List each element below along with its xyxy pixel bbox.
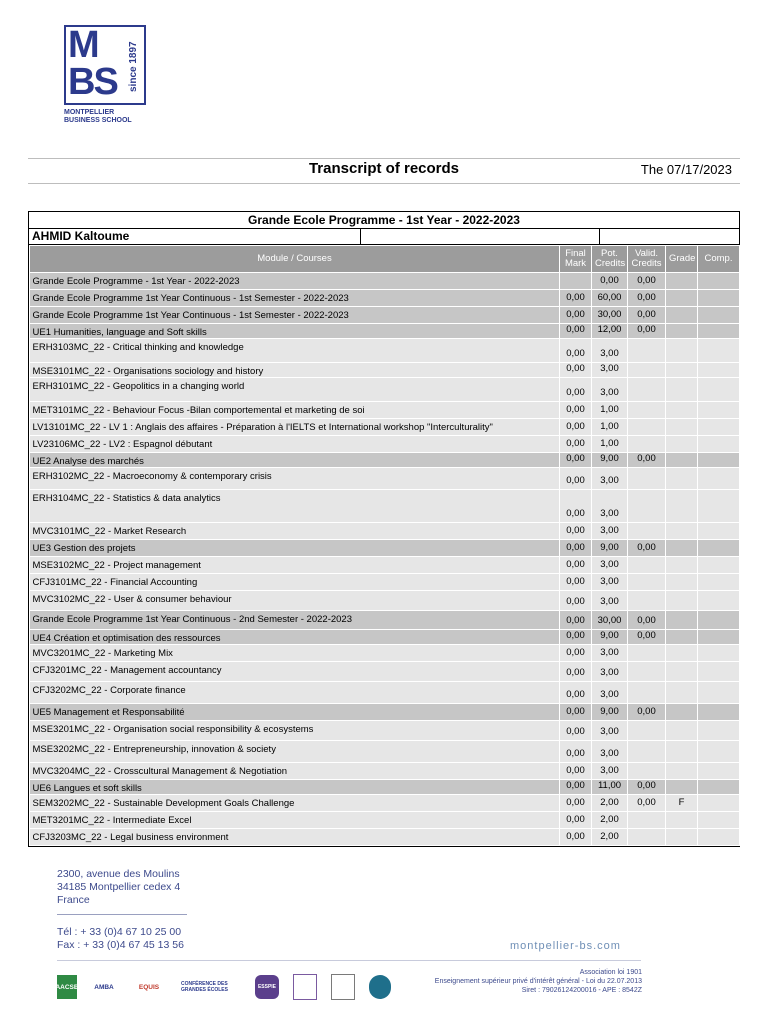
cell-valid-credits — [628, 812, 666, 829]
cell-module: MVC3102MC_22 - User & consumer behaviour — [30, 591, 560, 611]
header-bottom-rule — [28, 183, 740, 184]
cell-valid-credits — [628, 363, 666, 378]
cell-comp — [698, 741, 740, 763]
cell-comp — [698, 402, 740, 419]
cell-comp — [698, 574, 740, 591]
col-header-final-mark-l1: Final — [565, 248, 586, 259]
cell-pot-credits: 9,00 — [592, 540, 628, 557]
cell-final-mark: 0,00 — [560, 574, 592, 591]
cell-comp — [698, 645, 740, 662]
cell-pot-credits: 3,00 — [592, 721, 628, 741]
cell-comp — [698, 540, 740, 557]
cell-grade — [666, 574, 698, 591]
accreditation-logo-8 — [369, 975, 391, 999]
cell-final-mark: 0,00 — [560, 453, 592, 468]
col-header-valid-credits — [628, 246, 666, 273]
cell-final-mark — [560, 273, 592, 290]
cell-grade — [666, 273, 698, 290]
cell-pot-credits: 30,00 — [592, 611, 628, 630]
legal-line-2: Enseignement supérieur privé d'intérêt général - Loi du 22.07.2013 — [434, 978, 642, 985]
col-header-grade: Grade — [666, 246, 698, 273]
cell-comp — [698, 490, 740, 523]
cell-final-mark: 0,00 — [560, 591, 592, 611]
cell-final-mark: 0,00 — [560, 812, 592, 829]
col-header-valid-credits-l1: Valid. — [634, 248, 659, 259]
cell-final-mark: 0,00 — [560, 795, 592, 812]
cell-final-mark: 0,00 — [560, 780, 592, 795]
col-header-comp: Comp. — [698, 246, 740, 273]
cell-pot-credits: 1,00 — [592, 436, 628, 453]
cell-valid-credits: 0,00 — [628, 273, 666, 290]
cell-grade — [666, 378, 698, 402]
cell-module: MSE3201MC_22 - Organisation social responsibility & ecosystems — [30, 721, 560, 741]
cell-final-mark: 0,00 — [560, 662, 592, 682]
cell-module: MET3101MC_22 - Behaviour Focus -Bilan comportemental et marketing de soi — [30, 402, 560, 419]
document-title: Transcript of records — [308, 160, 460, 177]
logo-name-line2: BUSINESS SCHOOL — [64, 117, 132, 124]
accreditation-logos — [57, 972, 391, 1002]
cell-grade — [666, 307, 698, 324]
cell-grade — [666, 662, 698, 682]
cell-comp — [698, 324, 740, 339]
cell-comp — [698, 591, 740, 611]
cell-final-mark: 0,00 — [560, 402, 592, 419]
cell-valid-credits — [628, 419, 666, 436]
table-row-group — [30, 630, 740, 645]
cell-comp — [698, 682, 740, 704]
table-row-course — [30, 795, 740, 812]
equis-logo: EQUIS — [138, 983, 160, 991]
accreditation-logo-7 — [331, 974, 355, 1000]
cell-grade — [666, 363, 698, 378]
logo-name-line1: MONTPELLIER — [64, 109, 115, 116]
cell-grade — [666, 704, 698, 721]
document-date: The 07/17/2023 — [640, 162, 732, 177]
cell-module: CFJ3201MC_22 - Management accountancy — [30, 662, 560, 682]
cell-final-mark: 0,00 — [560, 557, 592, 574]
cell-module: Grande Ecole Programme 1st Year Continuous - 1st Semester - 2022-2023 — [30, 290, 560, 307]
table-row-group — [30, 704, 740, 721]
address-line-1: 2300, avenue des Moulins — [57, 868, 180, 880]
cell-valid-credits: 0,00 — [628, 611, 666, 630]
cell-pot-credits: 30,00 — [592, 307, 628, 324]
cell-valid-credits — [628, 829, 666, 846]
table-row-group — [30, 780, 740, 795]
cell-module: UE4 Création et optimisation des ressources — [30, 630, 560, 645]
cell-grade — [666, 721, 698, 741]
cell-final-mark: 0,00 — [560, 611, 592, 630]
cell-comp — [698, 453, 740, 468]
cell-pot-credits: 0,00 — [592, 273, 628, 290]
cell-pot-credits: 3,00 — [592, 591, 628, 611]
cell-comp — [698, 290, 740, 307]
cell-grade — [666, 540, 698, 557]
cell-valid-credits: 0,00 — [628, 795, 666, 812]
cell-valid-credits — [628, 591, 666, 611]
cell-valid-credits: 0,00 — [628, 453, 666, 468]
fax: Fax : + 33 (0)4 67 45 13 56 — [57, 939, 184, 951]
cell-grade — [666, 490, 698, 523]
cell-valid-credits: 0,00 — [628, 290, 666, 307]
cell-pot-credits: 9,00 — [592, 630, 628, 645]
cell-final-mark: 0,00 — [560, 339, 592, 363]
footer-divider — [57, 960, 641, 961]
table-row-course — [30, 490, 740, 523]
cell-comp — [698, 363, 740, 378]
amba-logo: AMBA — [94, 983, 114, 991]
table-row-group — [30, 324, 740, 339]
table-row-group — [30, 273, 740, 290]
cell-final-mark: 0,00 — [560, 363, 592, 378]
cell-final-mark: 0,00 — [560, 704, 592, 721]
col-header-final-mark — [560, 246, 592, 273]
cell-module: ERH3101MC_22 - Geopolitics in a changing world — [30, 378, 560, 402]
cell-valid-credits — [628, 436, 666, 453]
cell-pot-credits: 3,00 — [592, 662, 628, 682]
telephone: Tél : + 33 (0)4 67 10 25 00 — [57, 926, 182, 938]
cell-comp — [698, 419, 740, 436]
table-row-course — [30, 591, 740, 611]
grades-table — [29, 245, 740, 846]
cell-grade — [666, 339, 698, 363]
table-header-row — [30, 246, 740, 273]
table-row-group — [30, 453, 740, 468]
cell-valid-credits: 0,00 — [628, 540, 666, 557]
table-row-course — [30, 468, 740, 490]
table-row-course — [30, 436, 740, 453]
table-row-course — [30, 662, 740, 682]
table-row-course — [30, 829, 740, 846]
cell-comp — [698, 378, 740, 402]
table-row-group — [30, 290, 740, 307]
cell-final-mark: 0,00 — [560, 645, 592, 662]
cell-grade — [666, 324, 698, 339]
aacsb-logo: AACSB — [57, 975, 77, 999]
cell-pot-credits: 3,00 — [592, 468, 628, 490]
cell-grade — [666, 468, 698, 490]
school-address — [57, 868, 180, 907]
cell-valid-credits — [628, 721, 666, 741]
table-row-course — [30, 574, 740, 591]
cell-grade — [666, 611, 698, 630]
cell-comp — [698, 339, 740, 363]
header-top-rule — [28, 158, 740, 159]
cell-pot-credits: 3,00 — [592, 682, 628, 704]
cell-comp — [698, 829, 740, 846]
cell-module: CFJ3202MC_22 - Corporate finance — [30, 682, 560, 704]
cell-pot-credits: 2,00 — [592, 795, 628, 812]
cell-valid-credits — [628, 490, 666, 523]
website-link[interactable]: montpellier-bs.com — [510, 940, 621, 952]
cell-module: ERH3103MC_22 - Critical thinking and knowledge — [30, 339, 560, 363]
cell-final-mark: 0,00 — [560, 741, 592, 763]
legal-notice — [435, 968, 642, 995]
cell-final-mark: 0,00 — [560, 721, 592, 741]
cell-grade — [666, 780, 698, 795]
cell-final-mark: 0,00 — [560, 829, 592, 846]
table-row-course — [30, 402, 740, 419]
table-row-course — [30, 721, 740, 741]
cell-valid-credits: 0,00 — [628, 704, 666, 721]
logo-since: since 1897 — [128, 41, 139, 93]
cell-grade — [666, 453, 698, 468]
address-divider — [57, 914, 187, 915]
table-row-course — [30, 763, 740, 780]
cell-pot-credits: 1,00 — [592, 419, 628, 436]
cell-pot-credits: 3,00 — [592, 741, 628, 763]
cell-comp — [698, 307, 740, 324]
cell-module: UE3 Gestion des projets — [30, 540, 560, 557]
page-footer — [0, 860, 768, 1024]
table-row-course — [30, 682, 740, 704]
cell-valid-credits — [628, 339, 666, 363]
cell-grade — [666, 402, 698, 419]
cell-final-mark: 0,00 — [560, 419, 592, 436]
cell-grade — [666, 682, 698, 704]
cell-final-mark: 0,00 — [560, 682, 592, 704]
cell-comp — [698, 436, 740, 453]
cell-final-mark: 0,00 — [560, 290, 592, 307]
cell-final-mark: 0,00 — [560, 630, 592, 645]
cell-module: Grande Ecole Programme 1st Year Continuous - 1st Semester - 2022-2023 — [30, 307, 560, 324]
address-line-2: 34185 Montpellier cedex 4 — [57, 881, 181, 893]
cell-pot-credits: 3,00 — [592, 557, 628, 574]
legal-line-1: Association loi 1901 — [579, 969, 642, 976]
cell-module: UE5 Management et Responsabilité — [30, 704, 560, 721]
contact-phones — [57, 926, 184, 952]
cell-module: MET3201MC_22 - Intermediate Excel — [30, 812, 560, 829]
col-header-valid-credits-l2: Credits — [631, 258, 662, 269]
cell-valid-credits — [628, 763, 666, 780]
cell-valid-credits: 0,00 — [628, 630, 666, 645]
cell-pot-credits: 12,00 — [592, 324, 628, 339]
cell-module: MVC3204MC_22 - Crosscultural Management & Negotiation — [30, 763, 560, 780]
cell-module: MVC3101MC_22 - Market Research — [30, 523, 560, 540]
col-header-final-mark-l2: Mark — [564, 258, 587, 269]
cell-grade — [666, 630, 698, 645]
cell-grade — [666, 419, 698, 436]
cell-module: MSE3202MC_22 - Entrepreneurship, innovation & society — [30, 741, 560, 763]
cell-final-mark: 0,00 — [560, 378, 592, 402]
table-row-course — [30, 741, 740, 763]
table-row-course — [30, 557, 740, 574]
cell-pot-credits: 3,00 — [592, 363, 628, 378]
cell-valid-credits — [628, 402, 666, 419]
logo-school-name — [64, 109, 150, 125]
cell-pot-credits: 3,00 — [592, 523, 628, 540]
student-row-blank — [361, 229, 600, 244]
table-row-group — [30, 611, 740, 630]
cell-final-mark: 0,00 — [560, 436, 592, 453]
cell-pot-credits: 2,00 — [592, 829, 628, 846]
cell-valid-credits — [628, 741, 666, 763]
cell-pot-credits: 3,00 — [592, 574, 628, 591]
cell-valid-credits — [628, 468, 666, 490]
cell-grade — [666, 812, 698, 829]
cell-module: MVC3201MC_22 - Marketing Mix — [30, 645, 560, 662]
cell-module: LV23106MC_22 - LV2 : Espagnol débutant — [30, 436, 560, 453]
cell-grade — [666, 741, 698, 763]
col-header-module: Module / Courses — [30, 246, 560, 273]
cell-pot-credits: 3,00 — [592, 378, 628, 402]
student-name: AHMID Kaltoume — [29, 229, 361, 244]
cell-comp — [698, 611, 740, 630]
cell-pot-credits: 60,00 — [592, 290, 628, 307]
cell-grade — [666, 829, 698, 846]
cell-module: SEM3202MC_22 - Sustainable Development Goals Challenge — [30, 795, 560, 812]
cell-comp — [698, 780, 740, 795]
address-line-3: France — [57, 894, 90, 906]
cell-module: CFJ3203MC_22 - Legal business environment — [30, 829, 560, 846]
cell-valid-credits — [628, 574, 666, 591]
table-row-course — [30, 339, 740, 363]
cell-grade — [666, 591, 698, 611]
cell-comp — [698, 795, 740, 812]
cell-pot-credits: 3,00 — [592, 763, 628, 780]
cell-grade — [666, 645, 698, 662]
table-row-course — [30, 419, 740, 436]
cell-grade — [666, 763, 698, 780]
cell-final-mark: 0,00 — [560, 523, 592, 540]
col-header-pot-credits-l1: Pot. — [601, 248, 618, 259]
cell-module: MSE3102MC_22 - Project management — [30, 557, 560, 574]
programme-title: Grande Ecole Programme - 1st Year - 2022-2023 — [29, 212, 739, 229]
cell-pot-credits: 3,00 — [592, 339, 628, 363]
table-row-course — [30, 812, 740, 829]
cell-module: UE2 Analyse des marchés — [30, 453, 560, 468]
table-row-course — [30, 523, 740, 540]
cell-comp — [698, 662, 740, 682]
cell-module: CFJ3101MC_22 - Financial Accounting — [30, 574, 560, 591]
cell-module: UE6 Langues et soft skills — [30, 780, 560, 795]
cell-pot-credits: 3,00 — [592, 645, 628, 662]
cell-pot-credits: 9,00 — [592, 704, 628, 721]
cell-valid-credits — [628, 378, 666, 402]
cell-pot-credits: 2,00 — [592, 812, 628, 829]
accreditation-logo-6 — [293, 974, 317, 1000]
cell-comp — [698, 468, 740, 490]
logo-letters-bottom: BS — [68, 61, 117, 103]
cell-grade — [666, 290, 698, 307]
cell-comp — [698, 523, 740, 540]
cell-module: Grande Ecole Programme 1st Year Continuous - 2nd Semester - 2022-2023 — [30, 611, 560, 630]
cell-comp — [698, 273, 740, 290]
table-row-course — [30, 645, 740, 662]
cell-module: Grande Ecole Programme - 1st Year - 2022-2023 — [30, 273, 560, 290]
cell-valid-credits — [628, 682, 666, 704]
cell-valid-credits — [628, 523, 666, 540]
col-header-pot-credits — [592, 246, 628, 273]
cell-module: MSE3101MC_22 - Organisations sociology and history — [30, 363, 560, 378]
student-row — [29, 229, 739, 245]
cell-final-mark: 0,00 — [560, 324, 592, 339]
cell-valid-credits — [628, 662, 666, 682]
cge-logo: CONFÉRENCE DES GRANDES ÉCOLES — [181, 981, 228, 993]
logo-letters-top: M — [68, 24, 98, 66]
cell-valid-credits — [628, 645, 666, 662]
cell-final-mark: 0,00 — [560, 763, 592, 780]
table-row-course — [30, 363, 740, 378]
cell-final-mark: 0,00 — [560, 307, 592, 324]
cell-valid-credits: 0,00 — [628, 307, 666, 324]
cell-module: LV13101MC_22 - LV 1 : Anglais des affaires - Préparation à l'IELTS et International workshop "Interculturality" — [30, 419, 560, 436]
cell-grade: F — [666, 795, 698, 812]
cell-valid-credits: 0,00 — [628, 324, 666, 339]
esspie-logo: ESSPIE — [255, 975, 279, 999]
table-row-group — [30, 540, 740, 557]
logo-letters — [68, 24, 126, 103]
col-header-pot-credits-l2: Credits — [595, 258, 626, 269]
school-logo — [64, 24, 148, 124]
cell-pot-credits: 9,00 — [592, 453, 628, 468]
cell-comp — [698, 557, 740, 574]
cell-comp — [698, 630, 740, 645]
cell-valid-credits: 0,00 — [628, 780, 666, 795]
cell-grade — [666, 523, 698, 540]
cell-comp — [698, 704, 740, 721]
cell-pot-credits: 11,00 — [592, 780, 628, 795]
grades-table-body — [30, 273, 740, 846]
cell-module: UE1 Humanities, language and Soft skills — [30, 324, 560, 339]
cell-comp — [698, 763, 740, 780]
transcript-table-container — [28, 211, 740, 847]
cell-pot-credits: 3,00 — [592, 490, 628, 523]
cell-grade — [666, 557, 698, 574]
table-row-course — [30, 378, 740, 402]
cell-valid-credits — [628, 557, 666, 574]
cell-comp — [698, 812, 740, 829]
cell-grade — [666, 436, 698, 453]
legal-line-3: Siret : 79026124200016 - APE : 8542Z — [521, 987, 642, 994]
cell-comp — [698, 721, 740, 741]
cell-module: ERH3102MC_22 - Macroeconomy & contemporary crisis — [30, 468, 560, 490]
cell-module: ERH3104MC_22 - Statistics & data analytics — [30, 490, 560, 523]
cell-final-mark: 0,00 — [560, 490, 592, 523]
cell-final-mark: 0,00 — [560, 540, 592, 557]
student-row-blank-end — [600, 229, 739, 244]
cell-final-mark: 0,00 — [560, 468, 592, 490]
table-row-group — [30, 307, 740, 324]
cell-pot-credits: 1,00 — [592, 402, 628, 419]
